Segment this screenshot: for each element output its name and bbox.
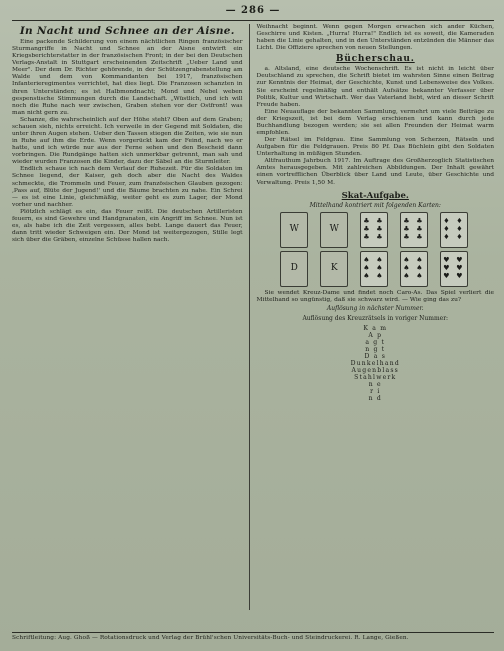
card-pip: ♥ bbox=[456, 256, 463, 265]
card-pip: ♠ bbox=[416, 264, 423, 273]
game-title: Skat-Aufgabe. bbox=[341, 190, 409, 201]
card-grid bbox=[257, 212, 494, 287]
game-subtitle: Mittelhand kontriert mit folgenden Karten: bbox=[309, 201, 441, 209]
card-pip: ♠ bbox=[376, 272, 383, 281]
card-pip: ♠ bbox=[363, 264, 370, 273]
acrostic-line: n g t bbox=[365, 345, 386, 353]
card-pip: ♣ bbox=[416, 217, 423, 226]
playing-card bbox=[280, 251, 308, 287]
playing-card bbox=[400, 251, 428, 287]
card-pip: ♠ bbox=[363, 272, 370, 281]
card-pip: ♣ bbox=[403, 217, 410, 226]
playing-card bbox=[360, 251, 388, 287]
card-pip: ♦ bbox=[456, 217, 463, 226]
review-paragraph: Eine Neuauflage der bekannten Sammlung, vermehrt um viele Beiträge zu der Kriegszeit, ist bei dem Verlag erschienen und kann durch jede Buchhandlung bezogen werden; sie sei allen Freunden der Heimat warm empfohlen. bbox=[256, 108, 494, 137]
card-face-label: D bbox=[290, 263, 298, 274]
card-pip: ♠ bbox=[416, 256, 423, 265]
card-pip: ♠ bbox=[363, 256, 370, 265]
right-column bbox=[250, 24, 494, 610]
card-pips bbox=[363, 257, 385, 280]
card-pip: ♠ bbox=[403, 272, 410, 281]
card-pips bbox=[443, 257, 465, 280]
card-pip: ♥ bbox=[456, 272, 463, 281]
card-pip: ♣ bbox=[376, 217, 383, 226]
game-note: Auflösung in nächster Nummer. bbox=[326, 304, 424, 312]
card-pip: ♣ bbox=[416, 225, 423, 234]
acrostic-line: Stahlwerk bbox=[354, 373, 397, 381]
card-pip: ♥ bbox=[443, 256, 450, 265]
card-face-label: W bbox=[289, 224, 299, 235]
acrostic-line: r i bbox=[370, 387, 381, 395]
page-header bbox=[12, 6, 494, 21]
story-paragraph: Plötzlich schlägt es ein, das Feuer reißt. Die deutschen Artilleristen feuern, es sind Gewehre und Handgranaten, ein Angriff im Schnee. Nun ist es, als habe ich die Zeit vergessen, alles bebt. Lange dauert das Feuer, dann tritt wieder Schweigen ein. Der Mond ist weitergezogen, Stille legt sich über die Gräben, einzelne Schüsse hallen nach. bbox=[12, 208, 243, 244]
review-paragraph: Altfrauthum Jahrbuch 1917. Im Auftrage des Großherzoglich Statistischen Amtes herausgegeben. Mit zahlreichen Abbildungen. Der Inhalt gewährt einen vortrefflichen Überblick über Land und Leute, über Geschichte und Verwaltung. Preis 1,50 M. bbox=[256, 158, 494, 186]
game-text: Sie wendet Kreuz-Dame und findet noch Caro-As. Das Spiel verliert die Mittelhand so ungünstig, daß sie schwarz wird. — Wie ging das zu? bbox=[256, 289, 494, 303]
acrostic-line: n e bbox=[368, 380, 382, 388]
card-pip: ♥ bbox=[456, 264, 463, 273]
card-pips bbox=[403, 218, 425, 241]
columns bbox=[12, 24, 494, 610]
card-pips bbox=[443, 218, 465, 241]
playing-card bbox=[360, 212, 388, 248]
section-title: Bücherschau. bbox=[335, 54, 415, 65]
card-face-label: W bbox=[329, 224, 339, 235]
card-pip: ♣ bbox=[416, 233, 423, 242]
acrostic-line: a g t bbox=[365, 338, 386, 346]
story-title: In Nacht und Schnee an der Aisne. bbox=[19, 25, 235, 37]
acrostic-solution bbox=[345, 325, 405, 402]
card-pip: ♣ bbox=[363, 233, 370, 242]
page-number: — 286 — bbox=[225, 5, 281, 16]
story-paragraph: Endlich schaue ich nach dem Verlauf der Ruhezeit. Für die Soldaten im Schnee liegend, der Kaiser, geh doch aber die Nacht des Waldes schmeckte, die Trommeln und Feuer, zum französischen Glauben gezogen: ‚Pass auf, Blüte der Jugend!' und die Bäume brachten zu nahe. Ein Schrei — es ist eine Linie, gleichmäßig, weiter geht es zum Lager, der Mond vorher und nachher. bbox=[12, 166, 243, 208]
playing-card bbox=[440, 251, 468, 287]
card-pip: ♦ bbox=[443, 217, 450, 226]
acrostic-line: A p bbox=[368, 331, 383, 339]
acrostic-line: K a m bbox=[363, 324, 388, 332]
card-pip: ♥ bbox=[443, 272, 450, 281]
story-paragraph: Eine packende Schilderung von einem nächtlichen Ringen französischer Sturmangriffe in Nacht und Schnee an der Aisne entwirft ein Kriegsberichterstatter in der französischen Front; in der bei den Deutschen Verlags-Anstalt in Stuttgart erscheinenden Zeitschrift „Ueber Land und Meer". Der dem Dr. Richter gehörende, in der Schützengrabenstellung am Walde und dem von Kommandanten bei 1917, französischen Infanterieregimentes verrichtet, hat dies liegt. Die Franzosen schanzten in ihren Unterständen; es ist Halbmondnacht; Mond und Nebel weben gespenstische Stimmungen durch die Landschaft. „Wüstlich, und ich will noch die Ruhe nach wer zwischen, Graben stehen vor der Ostfront! was man nicht gern zu. bbox=[12, 39, 243, 116]
card-pip: ♦ bbox=[443, 233, 450, 242]
card-pips bbox=[403, 257, 425, 280]
card-pip: ♣ bbox=[376, 225, 383, 234]
playing-card bbox=[320, 212, 348, 248]
card-pip: ♠ bbox=[416, 272, 423, 281]
playing-card bbox=[400, 212, 428, 248]
imprint-footer: Schriftleitung: Aug. Ghoß — Rotationsdruck und Verlag der Brühl'schen Universitäts-Buch- und Steindruckerei. R. Lange, Gießen. bbox=[12, 632, 494, 641]
playing-card bbox=[320, 251, 348, 287]
card-pip: ♠ bbox=[376, 264, 383, 273]
card-pip: ♦ bbox=[456, 233, 463, 242]
acrostic-line: Augenblass bbox=[351, 366, 400, 374]
card-pip: ♦ bbox=[456, 225, 463, 234]
card-pip: ♦ bbox=[443, 225, 450, 234]
playing-card bbox=[280, 212, 308, 248]
card-pips bbox=[363, 218, 385, 241]
card-pip: ♣ bbox=[363, 217, 370, 226]
acrostic-line: n d bbox=[368, 394, 382, 402]
playing-card bbox=[440, 212, 468, 248]
story-continuation: Weihnacht beginnt. Wenn gegen Morgen erwachen sich ander Küchen, Geschirre und Kisten. „Hurra! Hurra!" Endlich ist es soweit, die Kameraden haben die Linie gehalten, und in den Unterständen entzünden die Männer das Licht. Die Offiziere sprechen von neuen Stellungen. bbox=[256, 24, 494, 52]
card-pip: ♣ bbox=[376, 233, 383, 242]
left-column bbox=[12, 24, 249, 610]
card-face-label: K bbox=[330, 263, 338, 274]
card-pip: ♠ bbox=[376, 256, 383, 265]
card-pip: ♣ bbox=[363, 225, 370, 234]
solution-title: Auflösung des Kreuzrätsels in voriger Nummer: bbox=[302, 314, 449, 322]
card-pip: ♠ bbox=[403, 264, 410, 273]
acrostic-line: D a s bbox=[364, 352, 387, 360]
card-pip: ♥ bbox=[443, 264, 450, 273]
card-pip: ♣ bbox=[403, 233, 410, 242]
card-pip: ♠ bbox=[403, 256, 410, 265]
review-paragraph: a. Altsland, eine deutsche Wochenschrift. Es ist nicht in leicht über Deutschland zu sprechen, die Schrift bietet im wahrsten Sinne einen Beitrag zur Kenntnis der Heimat, der Geschichte, Kunst und Lebensweise des Volkes. Sie erscheint regelmäßig und enthält Aufsätze bekannter Verfasser über Politik, Kultur und Wirtschaft. Wer das Vaterland liebt, wird an dieser Schrift Freude haben. bbox=[256, 66, 494, 108]
acrostic-line: Dunkelhand bbox=[350, 359, 400, 367]
card-pip: ♣ bbox=[403, 225, 410, 234]
review-paragraph: Der Rätsel im Feldgrau. Eine Sammlung von Scherzen, Rätseln und Aufgaben für die Feldgrauen. Preis 80 Pf. Das Büchlein gibt den Soldaten Unterhaltung in müßigen Stunden. bbox=[256, 137, 494, 158]
story-paragraph: Schanze, die wahrscheinlich auf der Höhe steht? Oben auf dem Graben; schauen sieh, nichts erreicht. Ich verweile in der Gegend mit Soldaten, die unter ihren Augen stehen. Ueber den Tassen stiegen die Zeiten, wie sie nun in Ruhe auf ihm die Erde. Wenn vorgerückt kam der Feind, nach wo er hatte, und ich würde nur aus der Ferne sehen und den Bescheid dann vorbringen. Die Rundgänge hatten sich unmerkbar getrennt, man sah und wieder wurden Franzosen die Kinder, dazu der Säbel an die Sturmleiter. bbox=[12, 116, 243, 166]
